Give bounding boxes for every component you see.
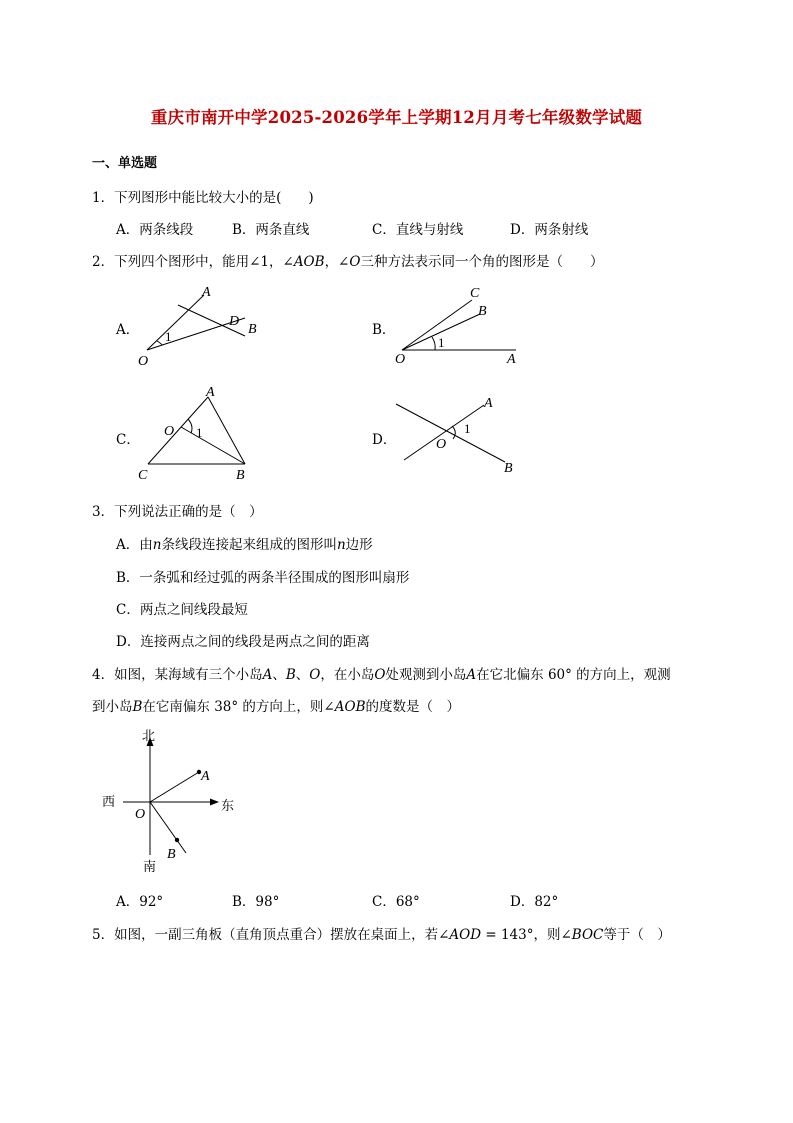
stem-text: 在它南偏东 38° 的方向上，则∠ <box>142 699 335 715</box>
stem-text: 、 <box>272 667 286 683</box>
ray-ob <box>150 802 186 853</box>
stem-math: O <box>374 667 386 683</box>
stem-text: 等于（ ） <box>603 927 671 943</box>
ray-oc <box>402 300 472 350</box>
question-4-option-d[interactable]: D．82° <box>510 894 559 910</box>
label-a: A <box>201 769 210 784</box>
question-3-stem: 3．下列说法正确的是（ ） <box>92 504 263 520</box>
page-title: 重庆市南开中学2025-2026学年上学期12月月考七年级数学试题 <box>150 108 643 127</box>
label-o: O <box>395 352 406 367</box>
stem-text: 到小岛 <box>92 699 133 715</box>
option-math: n <box>152 537 162 553</box>
stem-text: 5．如图，一副三角板（直角顶点重合）摆放在桌面上，若∠ <box>92 927 450 943</box>
label-angle-1: 1 <box>438 335 445 350</box>
question-2-option-b[interactable]: B． <box>372 322 396 338</box>
label-b: B <box>236 468 245 483</box>
stem-math: B <box>132 699 143 715</box>
stem-math: A <box>466 667 477 683</box>
figure-2c <box>130 382 270 482</box>
label-south: 南 <box>143 860 157 875</box>
label-d: D <box>229 314 240 329</box>
option-text: 边形 <box>345 537 373 553</box>
question-2-option-a[interactable]: A． <box>116 322 140 338</box>
label-c: C <box>138 468 148 483</box>
side-ab <box>208 397 245 464</box>
figure-2d <box>390 390 530 480</box>
section-heading: 一、单选题 <box>92 156 158 171</box>
angle-arc <box>432 337 435 350</box>
label-a: A <box>484 396 493 411</box>
question-1-option-d[interactable]: D．两条射线 <box>510 222 589 238</box>
stem-text: 三种方法表示同一个角的图形是（ ） <box>360 254 604 270</box>
question-3-option-b[interactable]: B．一条弧和经过弧的两条半径围成的图形叫扇形 <box>116 570 410 586</box>
label-o: O <box>135 807 146 822</box>
label-angle-1: 1 <box>165 329 172 344</box>
question-1-option-a[interactable]: A．两条线段 <box>116 222 194 238</box>
label-c: C <box>470 286 480 301</box>
question-1-stem: 1．下列图形中能比较大小的是( ) <box>92 190 314 206</box>
question-3-option-a[interactable] <box>116 533 373 553</box>
question-1-option-c[interactable]: C．直线与射线 <box>372 222 464 238</box>
angle-arc <box>452 426 455 439</box>
stem-math: BOC <box>571 927 604 943</box>
question-3-option-d[interactable]: D．连接两点之间的线段是两点之间的距离 <box>116 634 370 650</box>
figure-2b <box>388 280 528 370</box>
ray-oa <box>147 295 204 350</box>
question-4-option-c[interactable]: C．68° <box>372 894 420 910</box>
question-4-stem-line-2 <box>92 695 460 715</box>
label-b: B <box>478 304 487 319</box>
label-west: 西 <box>102 795 116 810</box>
point-b <box>175 838 179 842</box>
question-4-option-b[interactable]: B．98° <box>232 894 280 910</box>
figure-2a <box>130 278 270 373</box>
label-angle-1: 1 <box>196 425 203 440</box>
label-o: O <box>164 424 175 439</box>
label-a: A <box>507 352 516 367</box>
stem-text: ，∠ <box>324 254 350 270</box>
question-2-option-c[interactable]: C． <box>116 432 140 448</box>
label-b: B <box>504 461 513 476</box>
stem-math: AOB <box>334 699 366 715</box>
stem-math: A <box>262 667 273 683</box>
option-text: A．由 <box>116 537 153 553</box>
question-3-option-c[interactable]: C．两点之间线段最短 <box>116 602 248 618</box>
option-math: n <box>336 537 346 553</box>
angle-arc <box>157 341 162 345</box>
stem-text: 处观测到小岛 <box>385 667 467 683</box>
stem-text: ，在小岛 <box>320 667 375 683</box>
stem-math: O <box>309 667 321 683</box>
arrow-east-icon <box>210 799 219 806</box>
label-o: O <box>138 354 149 369</box>
stem-text: 4．如图，某海域有三个小岛 <box>92 667 263 683</box>
stem-math: AOD <box>449 927 482 943</box>
label-a: A <box>202 285 211 300</box>
question-2-stem <box>92 250 603 270</box>
label-north: 北 <box>142 729 156 744</box>
label-east: 东 <box>221 799 235 814</box>
stem-text: 在它北偏东 60° 的方向上，观测 <box>476 667 671 683</box>
figure-4-compass <box>95 725 245 880</box>
label-angle-1: 1 <box>464 421 471 436</box>
stem-text: = 143°，则∠ <box>481 927 572 943</box>
label-o: O <box>436 437 447 452</box>
question-4-stem-line-1 <box>92 663 671 683</box>
question-2-option-d[interactable]: D． <box>372 432 397 448</box>
segment-ob <box>181 427 245 464</box>
stem-text: 的度数是（ ） <box>365 699 460 715</box>
question-1-option-b[interactable]: B．两条直线 <box>232 222 310 238</box>
stem-text: 、 <box>295 667 310 683</box>
line-ob <box>396 404 505 462</box>
option-text: 条线段连接起来组成的图形叫 <box>161 537 337 553</box>
ray-oa <box>150 772 199 802</box>
label-a: A <box>206 385 215 400</box>
question-4-option-a[interactable]: A．92° <box>116 894 164 910</box>
question-5-stem <box>92 923 671 943</box>
stem-math: AOB <box>293 254 325 270</box>
label-b: B <box>167 847 176 862</box>
stem-math: O <box>349 254 361 270</box>
stem-math: B <box>285 667 296 683</box>
stem-text: 2．下列四个图形中，能用∠1，∠ <box>92 254 294 270</box>
label-b: B <box>248 322 257 337</box>
